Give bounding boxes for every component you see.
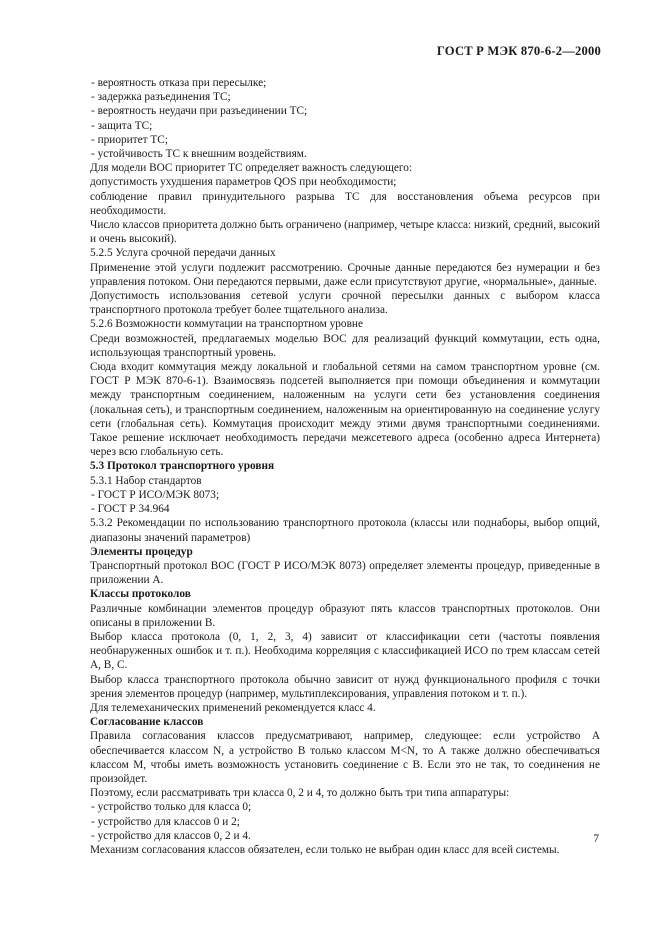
page-number: 7: [593, 833, 599, 845]
list-item: - ГОСТ Р 34.964: [91, 503, 170, 516]
list-item: - ГОСТ Р ИСО/МЭК 8073;: [91, 488, 220, 501]
list-item: - вероятность отказа при пересылке;: [91, 77, 267, 89]
paragraph: Транспортный протокол ВОС (ГОСТ Р ИСО/МЭК 8073) определяет элементы процедур, приведенные в приложении А.: [90, 559, 600, 587]
paragraph: 5.2.5 Услуга срочной передачи данных: [90, 247, 276, 260]
paragraph: Число классов приоритета должно быть ограничено (например, четыре класса: низкий, средний, высокий и очень высокий).: [90, 219, 601, 246]
paragraph: Для телемеханических применений рекомендуется класс 4.: [90, 701, 376, 714]
paragraph: Механизм согласования классов обязателен, если только не выбран один класс для всей системы.: [90, 843, 560, 856]
paragraph: Поэтому, если рассматривать три класса 0, 2 и 4, то должно быть три типа аппаратуры:: [90, 787, 510, 800]
paragraph: Выбор класса транспортного протокола обычно зависит от нужд функционального профиля с точки зрения элементов процедур (например, мультиплексирования, управления потоком и т. п.).: [90, 673, 600, 700]
paragraph: 5.2.6 Возможности коммутации на транспортном уровне: [90, 318, 363, 331]
paragraph: Различные комбинации элементов процедур образуют пять классов транспортных протоколов. Они описаны в приложении В.: [90, 602, 600, 629]
list-item: - задержка разъединения ТС;: [91, 91, 231, 104]
list-item: - устройство для классов 0, 2 и 4.: [91, 829, 251, 842]
paragraph: Применение этой услуги подлежит рассмотрению. Срочные данные передаются без нумерации и без управления потоком. Они передаются первыми, даже если присутствуют другие, «нормальные», данные.: [90, 261, 600, 288]
paragraph: соблюдение правил принудительного разрыва ТС для восстановления объема ресурсов при необходимости.: [90, 190, 600, 217]
section-heading: 5.3 Протокол транспортного уровня: [90, 460, 275, 473]
paragraph: Правила согласования классов предусматривают, например, следующее: если устройство А обеспечивается классом N, а устройство В только классом M<N, то А также должно обеспечиваться классом М, чтобы иметь возможность установить соединение с В. Если это не так, то соединения не произойдет.: [90, 730, 600, 785]
section-heading: Согласование классов: [90, 716, 204, 729]
section-heading: Классы протоколов: [90, 588, 191, 601]
list-item: - устройство только для класса 0;: [91, 801, 252, 814]
paragraph: Среди возможностей, предлагаемых моделью ВОС для реализаций функций коммутации, есть одна, использующая транспортный уровень.: [90, 332, 600, 359]
paragraph: 5.3.2 Рекомендации по использованию транспортного протокола (классы или поднаборы, выбор опций, диапазоны значений параметров): [90, 517, 600, 544]
standard-header: ГОСТ Р МЭК 870-6-2—2000: [436, 44, 601, 58]
list-item: - вероятность неудачи при разъединении ТС;: [91, 105, 308, 118]
section-heading: Элементы процедур: [90, 545, 193, 558]
list-item: - устойчивость ТС к внешним воздействиям.: [91, 148, 307, 161]
paragraph: допустимость ухудшения параметров QOS при необходимости;: [90, 176, 397, 189]
list-item: - устройство для классов 0 и 2;: [91, 815, 240, 828]
list-item: - защита ТС;: [91, 119, 153, 132]
paragraph: Допустимость использования сетевой услуги срочной пересылки данных с выбором класса транспортного протокола требует более тщательного анализа.: [90, 290, 600, 317]
paragraph: Сюда входит коммутация между локальной и глобальной сетями на самом транспортном уровне (см. ГОСТ Р МЭК 870-6-1). Взаимосвязь подсетей выполняется при помощи объединения и коммутации между транспортным соединением, наложенным на услуги сети без установления соединения (локальная сеть), и транспортным соединением, наложенным на ориентированную на соединение услугу сети (глобальная сеть). Коммутация происходит между этими двумя транспортными соединениями. Такое решение исключает необходимость передачи межсетевого адреса (особенно адреса Интернета) через всю глобальную сеть.: [90, 361, 600, 459]
paragraph: 5.3.1 Набор стандартов: [90, 474, 202, 487]
list-item: - приоритет ТС;: [91, 133, 168, 146]
body-text: [91, 76, 600, 857]
paragraph: Выбор класса протокола (0, 1, 2, 3, 4) зависит от классификации сети (частоты появления необнаруженных ошибок и т. п.). Необходима корреляция с классификацией ИСО по трем классам сетей А, В, С.: [90, 630, 600, 672]
paragraph: Для модели ВОС приоритет ТС определяет важность следующего:: [90, 162, 413, 175]
